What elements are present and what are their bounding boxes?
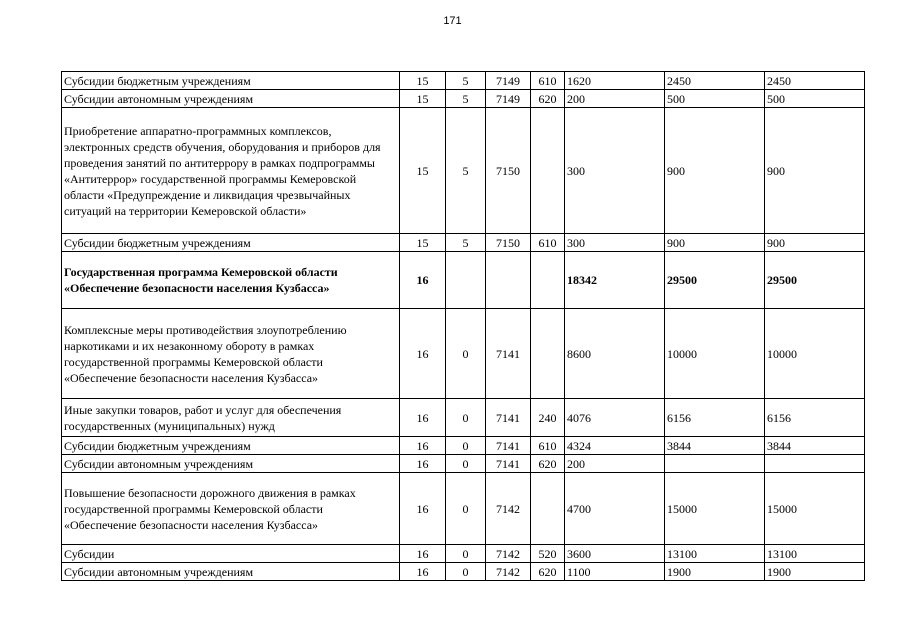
row-amount-3 (765, 455, 865, 473)
row-name: Комплексные меры противодействия злоупотреблению наркотиками и их незаконному обороту в рамках государственной программы Кемеровской области «Обеспечение безопасности населения Кузбасса» (62, 309, 400, 399)
table-row (62, 90, 865, 108)
row-name: Приобретение аппаратно-программных комплексов, электронных средств обучения, оборудования и приборов для проведения занятий по антитеррору в рамках подпрограммы «Антитеррор» государственной программы Кемеровской области «Предупреждение и ликвидация чрезвычайных ситуаций на территории Кемеровской области» (62, 108, 400, 234)
table-row (62, 309, 865, 399)
row-amount-1: 3600 (565, 545, 665, 563)
row-section: 16 (400, 545, 446, 563)
row-section: 16 (400, 399, 446, 437)
row-amount-2: 2450 (665, 72, 765, 90)
row-amount-2: 500 (665, 90, 765, 108)
page-number: 171 (443, 15, 462, 27)
row-name: Иные закупки товаров, работ и услуг для обеспечения государственных (муниципальных) нужд (62, 399, 400, 437)
row-expense-type: 610 (531, 437, 565, 455)
row-amount-2: 1900 (665, 563, 765, 581)
row-amount-1: 200 (565, 455, 665, 473)
row-subsection: 5 (446, 108, 486, 234)
row-amount-3: 29500 (765, 252, 865, 309)
row-section: 15 (400, 234, 446, 252)
row-amount-3: 15000 (765, 473, 865, 545)
row-article (486, 252, 531, 309)
row-expense-type (531, 473, 565, 545)
table-row (62, 545, 865, 563)
row-expense-type (531, 252, 565, 309)
row-article: 7142 (486, 545, 531, 563)
row-article: 7141 (486, 399, 531, 437)
row-amount-2: 13100 (665, 545, 765, 563)
row-amount-1: 1100 (565, 563, 665, 581)
row-amount-1: 4076 (565, 399, 665, 437)
row-expense-type: 620 (531, 90, 565, 108)
row-expense-type: 620 (531, 455, 565, 473)
row-amount-2: 900 (665, 234, 765, 252)
row-name: Субсидии бюджетным учреждениям (62, 234, 400, 252)
row-subsection: 5 (446, 234, 486, 252)
row-article: 7141 (486, 309, 531, 399)
row-section: 16 (400, 437, 446, 455)
row-expense-type: 520 (531, 545, 565, 563)
row-name: Субсидии бюджетным учреждениям (62, 72, 400, 90)
row-expense-type: 240 (531, 399, 565, 437)
row-expense-type (531, 309, 565, 399)
row-amount-3: 13100 (765, 545, 865, 563)
row-amount-3: 900 (765, 234, 865, 252)
row-amount-3: 1900 (765, 563, 865, 581)
budget-table (61, 71, 865, 581)
row-section: 16 (400, 455, 446, 473)
row-article: 7150 (486, 108, 531, 234)
row-amount-1: 200 (565, 90, 665, 108)
row-amount-1: 18342 (565, 252, 665, 309)
row-section: 15 (400, 72, 446, 90)
row-amount-3: 500 (765, 90, 865, 108)
row-subsection: 0 (446, 473, 486, 545)
row-expense-type: 610 (531, 234, 565, 252)
row-amount-2: 3844 (665, 437, 765, 455)
row-amount-2: 29500 (665, 252, 765, 309)
table-row (62, 234, 865, 252)
row-amount-3: 900 (765, 108, 865, 234)
row-name: Субсидии автономным учреждениям (62, 90, 400, 108)
table-row (62, 455, 865, 473)
row-article: 7141 (486, 455, 531, 473)
row-amount-1: 8600 (565, 309, 665, 399)
row-amount-2: 10000 (665, 309, 765, 399)
row-subsection (446, 252, 486, 309)
row-article: 7149 (486, 72, 531, 90)
row-name: Субсидии (62, 545, 400, 563)
table-row (62, 473, 865, 545)
table-row (62, 108, 865, 234)
row-amount-2 (665, 455, 765, 473)
row-article: 7150 (486, 234, 531, 252)
row-amount-1: 300 (565, 108, 665, 234)
row-amount-3: 10000 (765, 309, 865, 399)
row-subsection: 5 (446, 72, 486, 90)
row-section: 15 (400, 90, 446, 108)
row-section: 16 (400, 563, 446, 581)
row-amount-3: 3844 (765, 437, 865, 455)
row-name: Субсидии автономным учреждениям (62, 563, 400, 581)
table-row (62, 252, 865, 309)
row-section: 16 (400, 309, 446, 399)
row-name: Государственная программа Кемеровской области «Обеспечение безопасности населения Кузбасса» (62, 252, 400, 309)
row-article: 7149 (486, 90, 531, 108)
row-article: 7142 (486, 473, 531, 545)
row-subsection: 5 (446, 90, 486, 108)
row-name: Субсидии бюджетным учреждениям (62, 437, 400, 455)
row-amount-3: 6156 (765, 399, 865, 437)
row-amount-2: 6156 (665, 399, 765, 437)
row-amount-2: 15000 (665, 473, 765, 545)
table-row (62, 399, 865, 437)
row-amount-1: 300 (565, 234, 665, 252)
row-expense-type (531, 108, 565, 234)
row-amount-1: 4700 (565, 473, 665, 545)
row-article: 7142 (486, 563, 531, 581)
row-section: 16 (400, 252, 446, 309)
row-expense-type: 620 (531, 563, 565, 581)
table-row (62, 563, 865, 581)
table-row (62, 437, 865, 455)
row-name: Повышение безопасности дорожного движения в рамках государственной программы Кемеровской области «Обеспечение безопасности населения Кузбасса» (62, 473, 400, 545)
row-amount-1: 4324 (565, 437, 665, 455)
row-amount-1: 1620 (565, 72, 665, 90)
row-amount-2: 900 (665, 108, 765, 234)
row-section: 16 (400, 473, 446, 545)
row-subsection: 0 (446, 545, 486, 563)
row-name: Субсидии автономным учреждениям (62, 455, 400, 473)
row-subsection: 0 (446, 455, 486, 473)
row-amount-3: 2450 (765, 72, 865, 90)
row-subsection: 0 (446, 309, 486, 399)
row-subsection: 0 (446, 563, 486, 581)
row-section: 15 (400, 108, 446, 234)
row-subsection: 0 (446, 437, 486, 455)
table-row (62, 72, 865, 90)
row-expense-type: 610 (531, 72, 565, 90)
row-article: 7141 (486, 437, 531, 455)
row-subsection: 0 (446, 399, 486, 437)
